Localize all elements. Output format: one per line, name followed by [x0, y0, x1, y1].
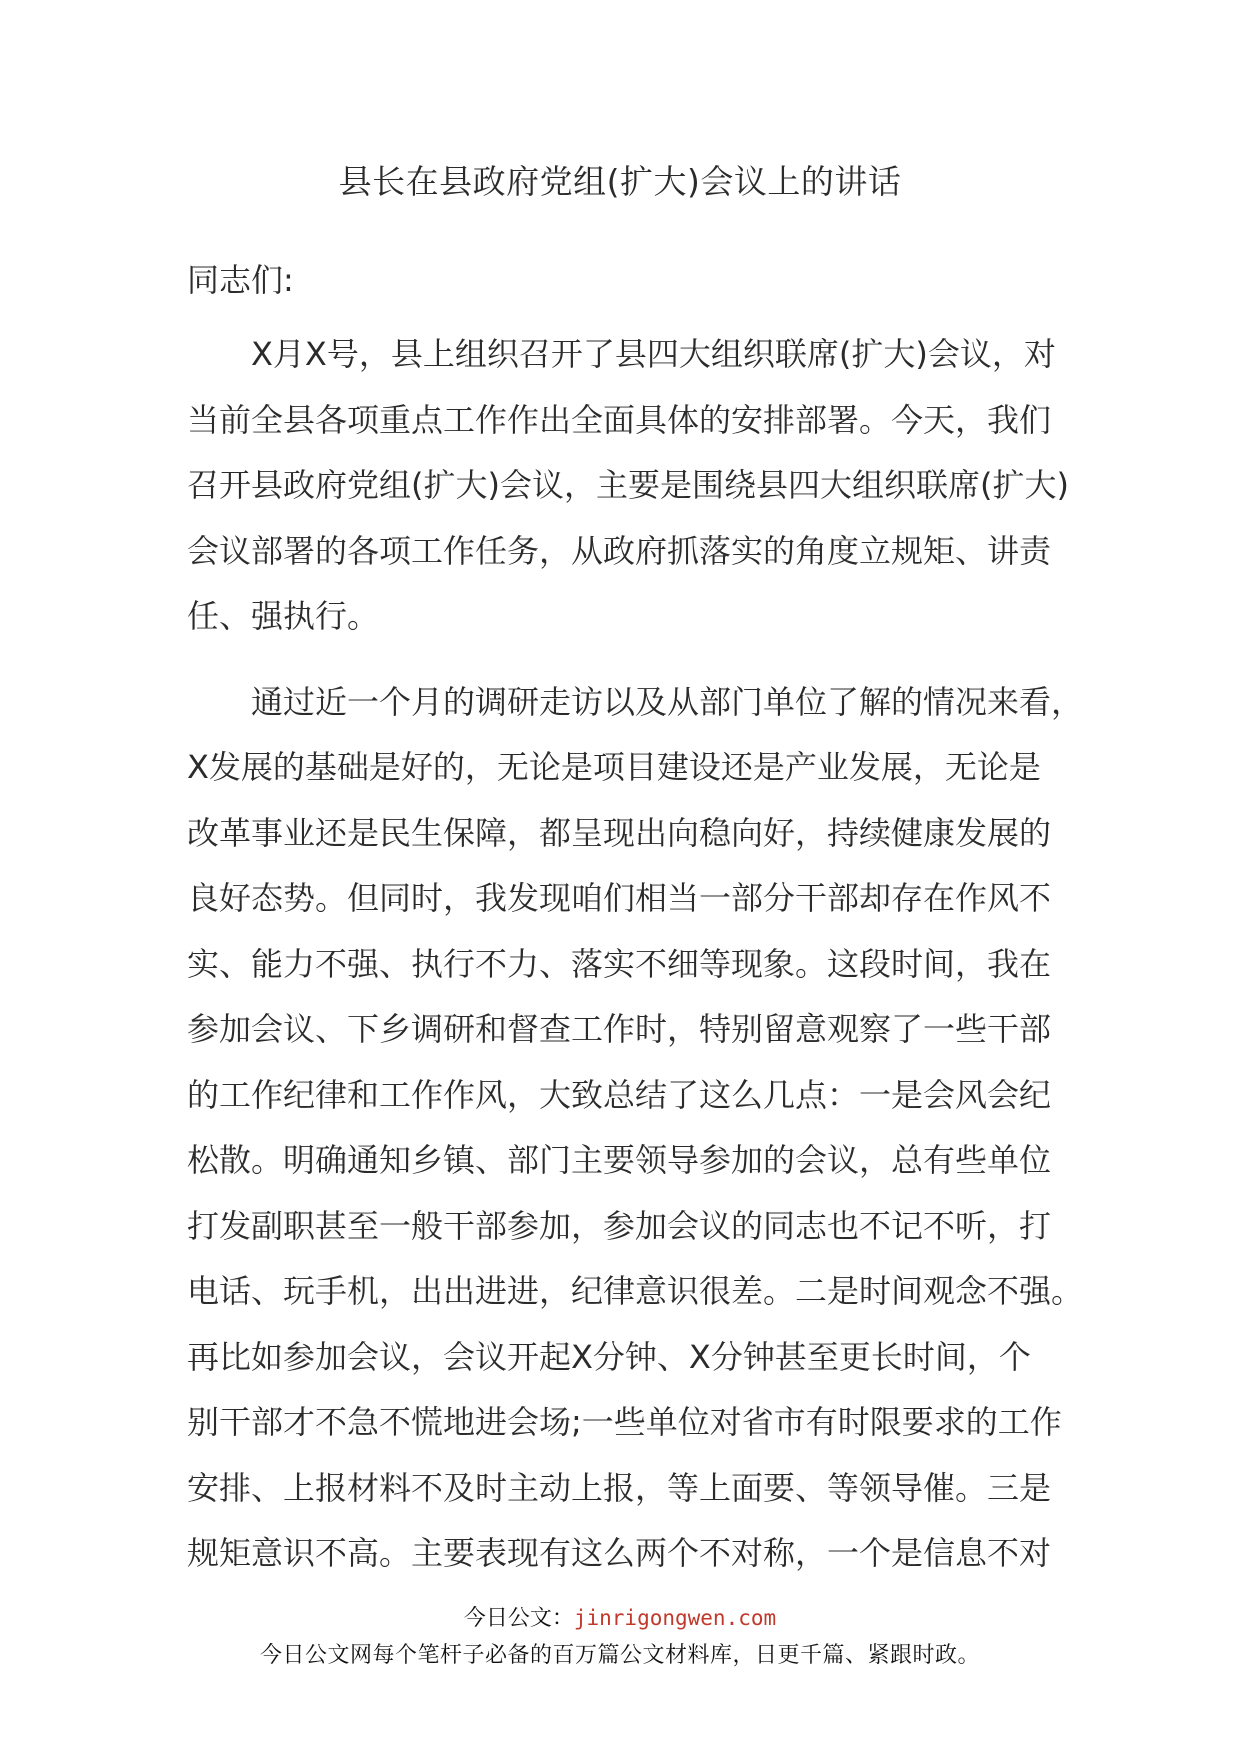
paragraph-line: 打发副职甚至一般干部参加，参加会议的同志也不记不听，打: [187, 1206, 1052, 1245]
paragraph-line: 别干部才不急不慌地进会场;一些单位对省市有时限要求的工作: [187, 1403, 1062, 1441]
paragraph-line: 松散。明确通知乡镇、部门主要领导参加的会议，总有些单位: [187, 1141, 1052, 1179]
paragraph-line: 实、能力不强、执行不力、落实不细等现象。这段时间，我在: [187, 944, 1052, 983]
paragraph-line: 的工作纪律和工作作风，大致总结了这么几点：一是会风会纪: [187, 1075, 1052, 1114]
paragraph-line: X发展的基础是好的，无论是项目建设还是产业发展，无论是: [187, 748, 1041, 786]
paragraph-line: 良好态势。但同时，我发现咱们相当一部分干部却存在作风不: [187, 879, 1052, 917]
paragraph-line: X月X号，县上组织召开了县四大组织联席(扩大)会议，对: [251, 335, 1056, 373]
paragraph-1: [187, 322, 1069, 650]
paragraph-line: 会议部署的各项工作任务，从政府抓落实的角度立规矩、讲责: [187, 531, 1052, 570]
salutation: 同志们:: [187, 261, 294, 299]
paragraph-line: 通过近一个月的调研走访以及从部门单位了解的情况来看，: [251, 682, 1084, 721]
paragraph-line: 安排、上报材料不及时主动上报，等上面要、等领导催。三是: [187, 1468, 1052, 1507]
paragraph-line: 再比如参加会议，会议开起X分钟、X分钟甚至更长时间，个: [187, 1337, 1031, 1376]
paragraph-line: 召开县政府党组(扩大)会议，主要是围绕县四大组织联席(扩大): [187, 466, 1069, 504]
footer-site: [0, 1601, 1240, 1632]
document-body: [187, 248, 1084, 1607]
paragraph-2: [187, 670, 1084, 1587]
footer-site-link[interactable]: jinrigongwen.com: [573, 1606, 777, 1630]
footer-site-label: 今日公文：: [463, 1606, 574, 1631]
paragraph-line: 电话、玩手机，出出进进，纪律意识很差。二是时间观念不强。: [187, 1272, 1084, 1310]
paragraph-line: 当前全县各项重点工作作出全面具体的安排部署。今天，我们: [187, 400, 1052, 439]
paragraph-line: 规矩意识不高。主要表现有这么两个不对称，一个是信息不对: [187, 1534, 1052, 1572]
footer-slogan: 今日公文网每个笔杆子必备的百万篇公文材料库，日更千篇、紧跟时政。: [259, 1643, 980, 1668]
paragraph-line: 任、强执行。: [187, 597, 380, 635]
paragraph-line: 改革事业还是民生保障，都呈现出向稳向好，持续健康发展的: [187, 813, 1052, 852]
document-title: 县长在县政府党组(扩大)会议上的讲话: [338, 162, 902, 201]
paragraph-line: 参加会议、下乡调研和督查工作时，特别留意观察了一些干部: [187, 1010, 1052, 1048]
